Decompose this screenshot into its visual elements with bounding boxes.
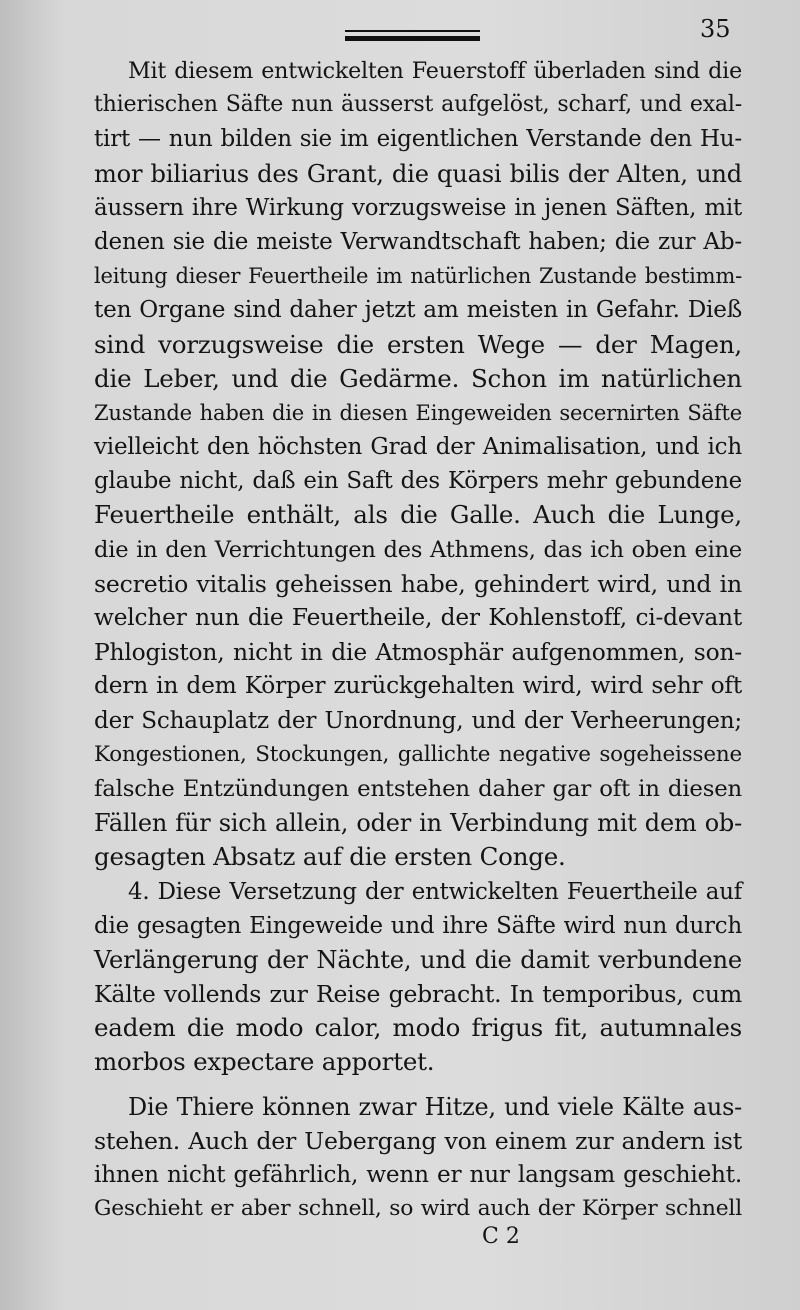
text-line: Feuertheile enthält, als die Galle. Auch die Lunge, <box>94 500 742 530</box>
text-line: Kälte vollends zur Reise gebracht. In temporibus, cum <box>94 980 742 1009</box>
text-line: Mit diesem entwickelten Feuerstoff überladen sind die <box>128 58 742 84</box>
text-line: Zustande haben die in diesen Eingeweiden secernirten Säfte <box>94 399 742 425</box>
paragraph-2 <box>94 875 742 1080</box>
text-line: die Leber, und die Gedärme. Schon im natürlichen <box>94 363 742 393</box>
text-line: äussern ihre Wirkung vorzugsweise in jenen Säften, mit <box>94 194 742 221</box>
text-line: Phlogiston, nicht in die Atmosphär aufgenommen, son- <box>94 638 742 667</box>
text-line: die in den Verrichtungen des Athmens, das ich oben eine <box>94 536 742 563</box>
text-line: die gesagten Eingeweide und ihre Säfte wird nun durch <box>94 912 742 939</box>
paragraph-gap <box>94 1080 742 1090</box>
paragraph-3 <box>94 1090 742 1227</box>
text-line: stehen. Auch der Uebergang von einem zur andern ist <box>94 1126 742 1155</box>
text-line: Kongestionen, Stockungen, gallichte negative sogeheissene <box>94 741 742 767</box>
text-line: ten Organe sind daher jetzt am meisten in Gefahr. Dieß <box>94 297 742 324</box>
text-line: eadem die modo calor, modo frigus fit, autumnales <box>94 1013 742 1043</box>
signature-mark: C 2 <box>482 1224 520 1249</box>
text-line: der Schauplatz der Unordnung, und der Verheerungen; <box>94 707 742 734</box>
text-line: Fällen für sich allein, oder in Verbindung mit dem ob- <box>94 809 742 838</box>
text-line: falsche Entzündungen entstehen daher gar oft in diesen <box>94 775 742 802</box>
text-line: sind vorzugsweise die ersten Wege — der Magen, <box>94 329 742 359</box>
text-line: tirt — nun bilden sie im eigentlichen Verstande den Hu- <box>94 126 742 153</box>
text-line: thierischen Säfte nun äusserst aufgelöst, scharf, und exal- <box>94 92 742 118</box>
page-number: 35 <box>700 15 731 43</box>
text-line: welcher nun die Feuertheile, der Kohlenstoff, ci-devant <box>94 604 742 631</box>
text-line: vielleicht den höchsten Grad der Animalisation, und ich <box>94 434 742 461</box>
text-line: Geschieht er aber schnell, so wird auch der Körper schnell <box>94 1196 742 1222</box>
body-text <box>94 54 742 1226</box>
header-rule <box>345 30 480 41</box>
text-line: morbos expectare apportet. <box>94 1047 435 1077</box>
text-line: secretio vitalis geheissen habe, gehindert wird, und in <box>94 569 742 598</box>
text-line: mor biliarius des Grant, die quasi bilis der Alten, und <box>94 159 742 188</box>
text-line: glaube nicht, daß ein Saft des Körpers mehr gebundene <box>94 468 742 495</box>
text-line: ihnen nicht gefährlich, wenn er nur langsam geschieht. <box>94 1162 742 1188</box>
text-line: denen sie die meiste Verwandtschaft haben; die zur Ab- <box>94 228 742 255</box>
text-line: dern in dem Körper zurückgehalten wird, wird sehr oft <box>94 672 742 700</box>
paragraph-1 <box>94 54 742 875</box>
text-line: gesagten Absatz auf die ersten Conge. <box>94 842 566 872</box>
text-line: 4. Diese Versetzung der entwickelten Feuertheile auf <box>128 878 742 905</box>
text-line: Die Thiere können zwar Hitze, und viele Kälte aus- <box>128 1092 742 1121</box>
text-line: Verlängerung der Nächte, und die damit verbundene <box>94 945 742 974</box>
text-line: leitung dieser Feuertheile im natürlichen Zustande bestimm- <box>94 263 742 289</box>
